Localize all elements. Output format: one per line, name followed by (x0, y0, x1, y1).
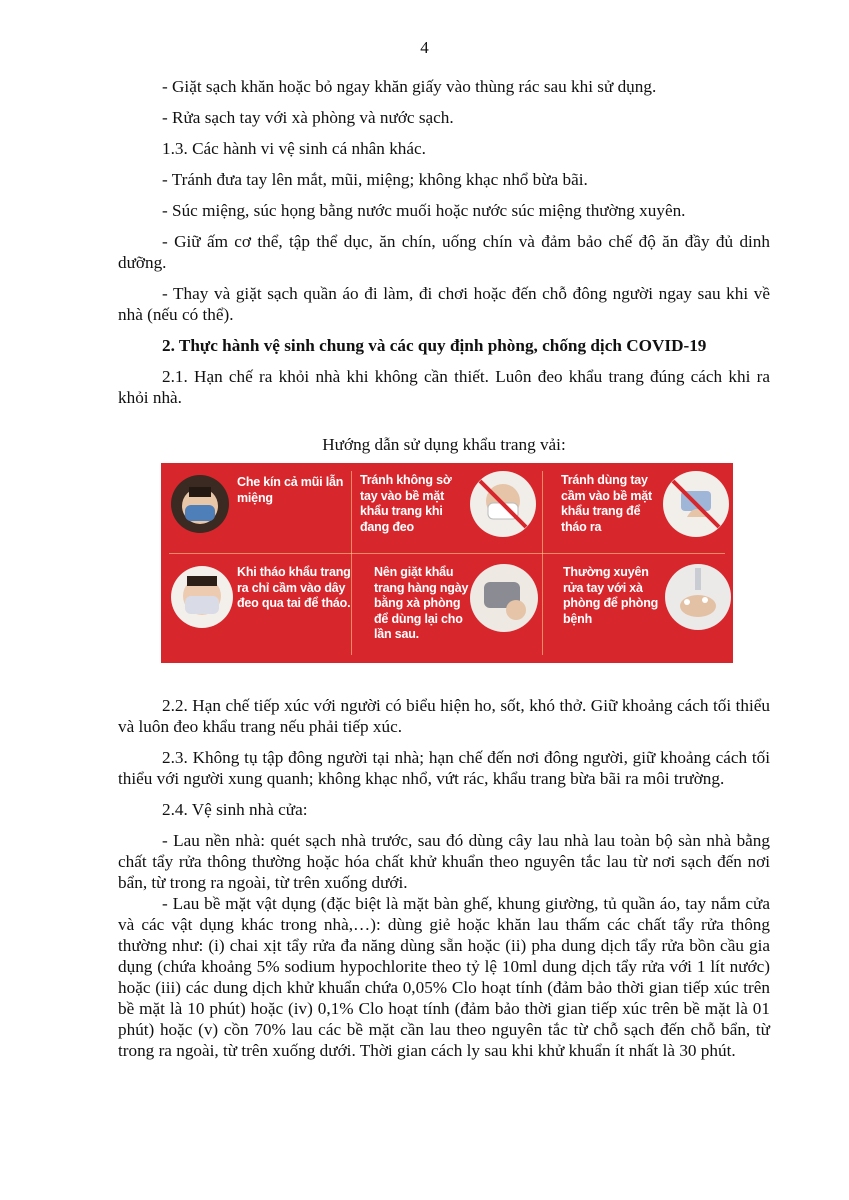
tip-text: Nên giặt khẩu trang hàng ngày bằng xà phòng để dùng lại cho lần sau. (374, 565, 469, 641)
page-number: 4 (420, 38, 429, 57)
hand-wash-icon (665, 564, 731, 630)
wash-mask-icon (470, 564, 538, 632)
tip-cell (161, 554, 351, 654)
tip-cell (543, 463, 733, 563)
paragraph: - Lau nền nhà: quét sạch nhà trước, sau đó dùng cây lau nhà lau toàn bộ sàn nhà bằng chất tẩy rửa thông thường hoặc hóa chất khử khuẩn theo nguyên tắc lau từ nơi sạch đến nơi bẩn, từ trong ra ngoài, từ trên xuống dưới. (118, 831, 770, 892)
tip-cell (543, 554, 733, 654)
paragraph: - Giặt sạch khăn hoặc bỏ ngay khăn giấy vào thùng rác sau khi sử dụng. (162, 77, 657, 96)
no-grab-mask-icon (663, 471, 729, 537)
paragraph: - Lau bề mặt vật dụng (đặc biệt là mặt bàn ghế, khung giường, tủ quần áo, tay nắm cửa và các vật dụng khác trong nhà,…): dùng giẻ hoặc khăn lau thấm các chất tẩy rửa thông thường như: (i) chai xịt tẩy rửa đa năng dùng sẵn hoặc (ii) pha dung dịch tẩy rửa bồn cầu gia dụng (chứa khoảng 5% sodium hypochlorite theo tỷ lệ 10ml dung dịch tẩy rửa với 1 lít nước) hoặc (iii) các dung dịch khử khuẩn chứa 0,05% Clo hoạt tính (đảm bảo thời gian tiếp xúc trên bề mặt là 10 phút) hoặc (iv) 0,1% Clo hoạt tính (đảm bảo thời gian tiếp xúc trên bề mặt là 01 phút) hoặc (v) cồn 70% lau các bề mặt cần lau theo nguyên tắc từ chỗ sạch đến chỗ bẩn, từ trong ra ngoài, từ trên xuống dưới. Thời gian cách ly sau khi khử khuẩn ít nhất là 30 phút. (118, 894, 770, 1060)
paragraph: - Thay và giặt sạch quần áo đi làm, đi chơi hoặc đến chỗ đông người ngay sau khi về nhà (nếu có thể). (118, 284, 770, 324)
paragraph: 1.3. Các hành vi vệ sinh cá nhân khác. (162, 139, 426, 158)
paragraph: - Súc miệng, súc họng bằng nước muối hoặc nước súc miệng thường xuyên. (162, 201, 686, 220)
tip-text: Thường xuyên rửa tay với xà phòng để phòng bệnh (563, 565, 659, 626)
tip-cell (352, 554, 542, 654)
figure-caption: Hướng dẫn sử dụng khẩu trang vải: (322, 435, 566, 454)
tip-text: Tránh dùng tay cầm vào bề mặt khẩu trang để tháo ra (561, 473, 652, 534)
paragraph: - Tránh đưa tay lên mắt, mũi, miệng; không khạc nhổ bừa bãi. (162, 170, 588, 189)
tip-cell (161, 463, 351, 563)
paragraph: 2.3. Không tụ tập đông người tại nhà; hạn chế đến nơi đông người, giữ khoảng cách tối thiểu với người xung quanh; không khạc nhổ, vứt rác, khẩu trang bừa bãi ra môi trường. (118, 748, 770, 788)
paragraph: 2.4. Vệ sinh nhà cửa: (162, 800, 308, 819)
paragraph: - Rửa sạch tay với xà phòng và nước sạch. (162, 108, 454, 127)
paragraph: 2.2. Hạn chế tiếp xúc với người có biểu hiện ho, sốt, khó thở. Giữ khoảng cách tối thiểu và luôn đeo khẩu trang nếu phải tiếp xúc. (118, 696, 770, 736)
document-body (118, 76, 770, 1061)
section-heading: 2. Thực hành vệ sinh chung và các quy định phòng, chống dịch COVID-19 (162, 336, 707, 355)
paragraph: - Giữ ấm cơ thể, tập thể dục, ăn chín, uống chín và đảm bảo chế độ ăn đầy đủ dinh dưỡng. (118, 232, 770, 272)
no-touch-mask-icon (470, 471, 536, 537)
tip-text: Tránh không sờ tay vào bề mặt khẩu trang khi đang đeo (360, 473, 452, 534)
tip-text: Che kín cả mũi lẫn miệng (237, 475, 344, 505)
remove-mask-icon (171, 566, 233, 628)
mask-guide-banner (161, 463, 733, 663)
tip-cell (352, 463, 542, 563)
paragraph: 2.1. Hạn chế ra khỏi nhà khi không cần thiết. Luôn đeo khẩu trang đúng cách khi ra khỏi nhà. (118, 367, 770, 407)
tip-text: Khi tháo khẩu trang ra chỉ cầm vào dây đeo qua tai để tháo. (237, 565, 351, 610)
masked-face-icon (171, 475, 229, 533)
